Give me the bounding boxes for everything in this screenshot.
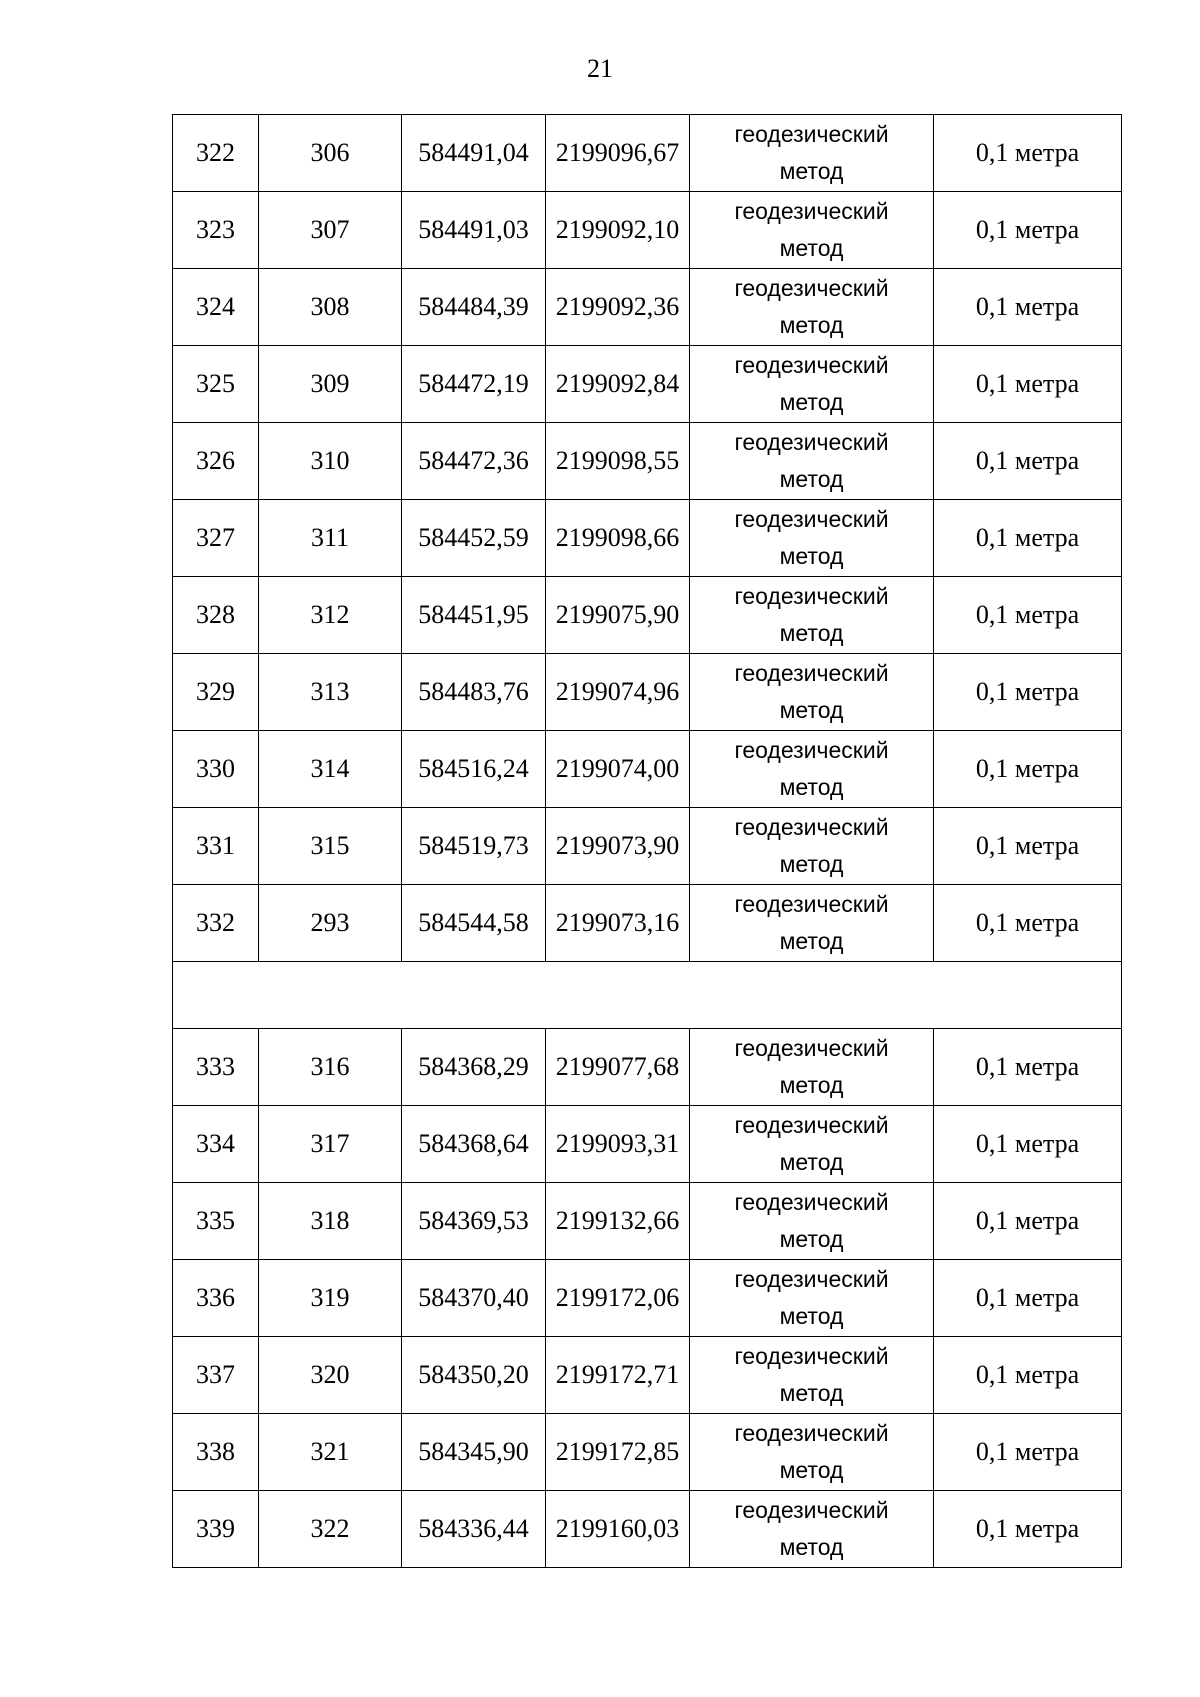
table-row — [173, 192, 1122, 269]
x-coordinate-cell: 584544,58 — [402, 885, 546, 962]
row-number-cell: 335 — [173, 1183, 259, 1260]
accuracy-cell: 0,1 метра — [934, 500, 1122, 577]
method-line: геодезический — [734, 275, 889, 301]
y-coordinate-cell: 2199172,06 — [546, 1260, 690, 1337]
method-cell — [690, 1106, 934, 1183]
x-coordinate-cell: 584483,76 — [402, 654, 546, 731]
point-number-cell: 319 — [259, 1260, 402, 1337]
accuracy-cell: 0,1 метра — [934, 577, 1122, 654]
table-row — [173, 1414, 1122, 1491]
accuracy-cell: 0,1 метра — [934, 423, 1122, 500]
x-coordinate-cell: 584369,53 — [402, 1183, 546, 1260]
row-number-cell: 334 — [173, 1106, 259, 1183]
x-coordinate-cell: 584336,44 — [402, 1491, 546, 1568]
table-group-separator — [173, 962, 1122, 1029]
y-coordinate-cell: 2199172,71 — [546, 1337, 690, 1414]
point-number-cell: 310 — [259, 423, 402, 500]
point-number-cell: 317 — [259, 1106, 402, 1183]
table-row — [173, 1337, 1122, 1414]
row-number-cell: 338 — [173, 1414, 259, 1491]
point-number-cell: 313 — [259, 654, 402, 731]
point-number-cell: 314 — [259, 731, 402, 808]
table-row — [173, 269, 1122, 346]
method-cell — [690, 1337, 934, 1414]
method-line: метод — [779, 1303, 844, 1329]
accuracy-cell: 0,1 метра — [934, 885, 1122, 962]
row-number-cell: 339 — [173, 1491, 259, 1568]
point-number-cell: 312 — [259, 577, 402, 654]
table-row — [173, 808, 1122, 885]
method-line: метод — [779, 389, 844, 415]
method-line: метод — [779, 851, 844, 877]
row-number-cell: 332 — [173, 885, 259, 962]
x-coordinate-cell: 584350,20 — [402, 1337, 546, 1414]
method-line: геодезический — [734, 1420, 889, 1446]
y-coordinate-cell: 2199074,00 — [546, 731, 690, 808]
y-coordinate-cell: 2199132,66 — [546, 1183, 690, 1260]
method-line: метод — [779, 697, 844, 723]
table-row — [173, 654, 1122, 731]
accuracy-cell: 0,1 метра — [934, 1183, 1122, 1260]
accuracy-cell: 0,1 метра — [934, 1260, 1122, 1337]
y-coordinate-cell: 2199092,84 — [546, 346, 690, 423]
method-line: геодезический — [734, 1266, 889, 1292]
row-number-cell: 323 — [173, 192, 259, 269]
method-line: метод — [779, 158, 844, 184]
method-line: геодезический — [734, 429, 889, 455]
method-line: метод — [779, 1457, 844, 1483]
method-cell — [690, 808, 934, 885]
accuracy-cell: 0,1 метра — [934, 1106, 1122, 1183]
point-number-cell: 315 — [259, 808, 402, 885]
method-cell — [690, 1183, 934, 1260]
table-row — [173, 1491, 1122, 1568]
method-cell — [690, 115, 934, 192]
method-line: геодезический — [734, 352, 889, 378]
x-coordinate-cell: 584491,04 — [402, 115, 546, 192]
separator-cell — [173, 962, 1122, 1029]
accuracy-cell: 0,1 метра — [934, 654, 1122, 731]
row-number-cell: 325 — [173, 346, 259, 423]
method-line: геодезический — [734, 121, 889, 147]
accuracy-cell: 0,1 метра — [934, 1414, 1122, 1491]
method-line: метод — [779, 774, 844, 800]
accuracy-cell: 0,1 метра — [934, 808, 1122, 885]
x-coordinate-cell: 584370,40 — [402, 1260, 546, 1337]
method-cell — [690, 654, 934, 731]
y-coordinate-cell: 2199075,90 — [546, 577, 690, 654]
method-line: геодезический — [734, 506, 889, 532]
method-line: геодезический — [734, 737, 889, 763]
method-line: геодезический — [734, 660, 889, 686]
table-row — [173, 577, 1122, 654]
method-line: геодезический — [734, 1035, 889, 1061]
y-coordinate-cell: 2199077,68 — [546, 1029, 690, 1106]
x-coordinate-cell: 584491,03 — [402, 192, 546, 269]
x-coordinate-cell: 584484,39 — [402, 269, 546, 346]
accuracy-cell: 0,1 метра — [934, 346, 1122, 423]
accuracy-cell: 0,1 метра — [934, 192, 1122, 269]
method-line: метод — [779, 1226, 844, 1252]
coordinates-table — [172, 114, 1122, 1568]
method-cell — [690, 577, 934, 654]
y-coordinate-cell: 2199073,16 — [546, 885, 690, 962]
row-number-cell: 333 — [173, 1029, 259, 1106]
y-coordinate-cell: 2199098,66 — [546, 500, 690, 577]
point-number-cell: 311 — [259, 500, 402, 577]
point-number-cell: 309 — [259, 346, 402, 423]
x-coordinate-cell: 584368,64 — [402, 1106, 546, 1183]
row-number-cell: 324 — [173, 269, 259, 346]
method-cell — [690, 1029, 934, 1106]
point-number-cell: 293 — [259, 885, 402, 962]
point-number-cell: 322 — [259, 1491, 402, 1568]
method-line: метод — [779, 312, 844, 338]
method-line: геодезический — [734, 814, 889, 840]
method-cell — [690, 885, 934, 962]
table-row — [173, 346, 1122, 423]
accuracy-cell: 0,1 метра — [934, 269, 1122, 346]
accuracy-cell: 0,1 метра — [934, 731, 1122, 808]
table-row — [173, 1106, 1122, 1183]
method-line: метод — [779, 1380, 844, 1406]
method-cell — [690, 192, 934, 269]
method-cell — [690, 731, 934, 808]
table-row — [173, 115, 1122, 192]
method-line: метод — [779, 543, 844, 569]
method-line: метод — [779, 466, 844, 492]
point-number-cell: 306 — [259, 115, 402, 192]
point-number-cell: 318 — [259, 1183, 402, 1260]
method-cell — [690, 500, 934, 577]
page-number: 21 — [587, 54, 613, 83]
row-number-cell: 337 — [173, 1337, 259, 1414]
row-number-cell: 330 — [173, 731, 259, 808]
point-number-cell: 307 — [259, 192, 402, 269]
table-row — [173, 731, 1122, 808]
method-cell — [690, 1260, 934, 1337]
method-line: метод — [779, 928, 844, 954]
row-number-cell: 326 — [173, 423, 259, 500]
y-coordinate-cell: 2199096,67 — [546, 115, 690, 192]
accuracy-cell: 0,1 метра — [934, 1337, 1122, 1414]
x-coordinate-cell: 584451,95 — [402, 577, 546, 654]
method-line: метод — [779, 235, 844, 261]
y-coordinate-cell: 2199093,31 — [546, 1106, 690, 1183]
method-line: геодезический — [734, 1343, 889, 1369]
y-coordinate-cell: 2199073,90 — [546, 808, 690, 885]
method-line: геодезический — [734, 1189, 889, 1215]
x-coordinate-cell: 584472,36 — [402, 423, 546, 500]
table-row — [173, 500, 1122, 577]
table-row — [173, 885, 1122, 962]
method-cell — [690, 1414, 934, 1491]
row-number-cell: 331 — [173, 808, 259, 885]
y-coordinate-cell: 2199098,55 — [546, 423, 690, 500]
point-number-cell: 320 — [259, 1337, 402, 1414]
method-line: метод — [779, 1072, 844, 1098]
row-number-cell: 327 — [173, 500, 259, 577]
accuracy-cell: 0,1 метра — [934, 1491, 1122, 1568]
row-number-cell: 322 — [173, 115, 259, 192]
y-coordinate-cell: 2199092,36 — [546, 269, 690, 346]
x-coordinate-cell: 584368,29 — [402, 1029, 546, 1106]
y-coordinate-cell: 2199172,85 — [546, 1414, 690, 1491]
method-line: метод — [779, 1534, 844, 1560]
row-number-cell: 328 — [173, 577, 259, 654]
point-number-cell: 308 — [259, 269, 402, 346]
x-coordinate-cell: 584472,19 — [402, 346, 546, 423]
x-coordinate-cell: 584345,90 — [402, 1414, 546, 1491]
y-coordinate-cell: 2199092,10 — [546, 192, 690, 269]
row-number-cell: 329 — [173, 654, 259, 731]
point-number-cell: 316 — [259, 1029, 402, 1106]
method-line: метод — [779, 620, 844, 646]
method-cell — [690, 423, 934, 500]
method-line: геодезический — [734, 1497, 889, 1523]
x-coordinate-cell: 584452,59 — [402, 500, 546, 577]
method-line: геодезический — [734, 583, 889, 609]
table-row — [173, 1029, 1122, 1106]
y-coordinate-cell: 2199074,96 — [546, 654, 690, 731]
x-coordinate-cell: 584519,73 — [402, 808, 546, 885]
method-cell — [690, 346, 934, 423]
table-row — [173, 1183, 1122, 1260]
table-row — [173, 1260, 1122, 1337]
accuracy-cell: 0,1 метра — [934, 115, 1122, 192]
y-coordinate-cell: 2199160,03 — [546, 1491, 690, 1568]
method-line: геодезический — [734, 1112, 889, 1138]
point-number-cell: 321 — [259, 1414, 402, 1491]
x-coordinate-cell: 584516,24 — [402, 731, 546, 808]
method-line: геодезический — [734, 198, 889, 224]
table-row — [173, 423, 1122, 500]
row-number-cell: 336 — [173, 1260, 259, 1337]
accuracy-cell: 0,1 метра — [934, 1029, 1122, 1106]
method-line: геодезический — [734, 891, 889, 917]
method-cell — [690, 269, 934, 346]
method-line: метод — [779, 1149, 844, 1175]
coordinates-table-body — [173, 115, 1122, 1568]
method-cell — [690, 1491, 934, 1568]
